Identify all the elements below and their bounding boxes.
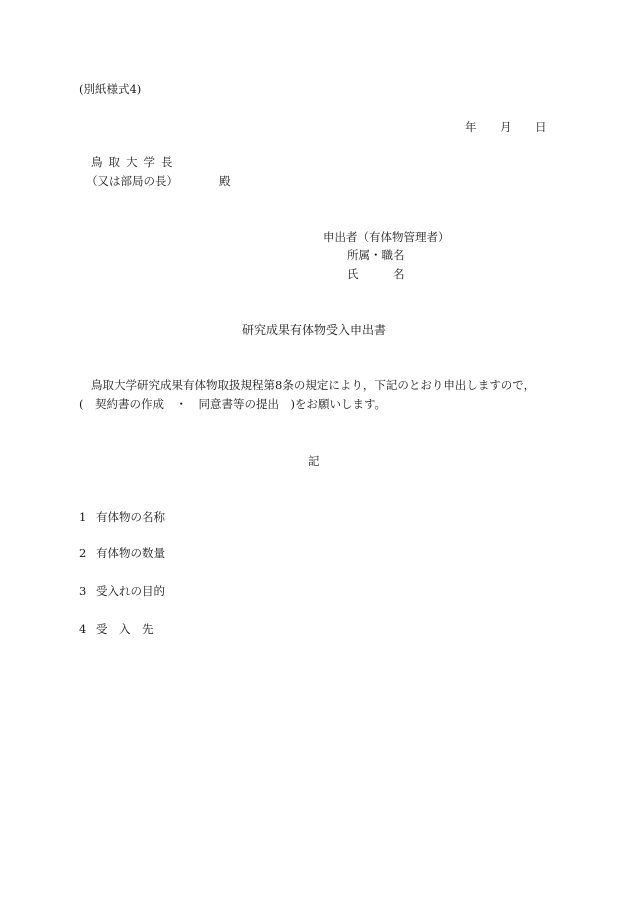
ki-heading: 記 [308,454,320,468]
date-year-label: 年 [465,120,477,134]
item-label: 受入れの目的 [96,584,165,598]
date-month-label: 月 [500,120,512,134]
item-label: 有体物の名称 [96,510,165,524]
item-number: 2 [79,546,87,560]
applicant-name-label: 氏 名 [347,267,405,281]
item-label: 有体物の数量 [96,546,165,560]
item-number: 3 [79,584,87,598]
applicant-affiliation-label: 所属・職名 [347,248,405,262]
addressee-name: 鳥取大学長 [91,155,179,169]
form-identifier: (別紙様式4) [79,82,142,96]
date-day-label: 日 [535,120,547,134]
addressee-alt: （又は部局の長） [86,174,178,188]
body-line-2: ( 契約書の作成 ・ 同意書等の提出 )をお願いします。 [79,397,387,411]
item-label: 受 入 先 [96,622,154,636]
applicant-label: 申出者（有体物管理者） [323,230,450,244]
addressee-honorific: 殿 [219,174,231,188]
item-number: 4 [79,622,87,636]
document-title: 研究成果有体物受入申出書 [242,323,387,337]
body-line-1: 鳥取大学研究成果有体物取扱規程第8条の規定により，下記のとおり申出しますので， [91,378,536,392]
item-number: 1 [79,510,87,524]
